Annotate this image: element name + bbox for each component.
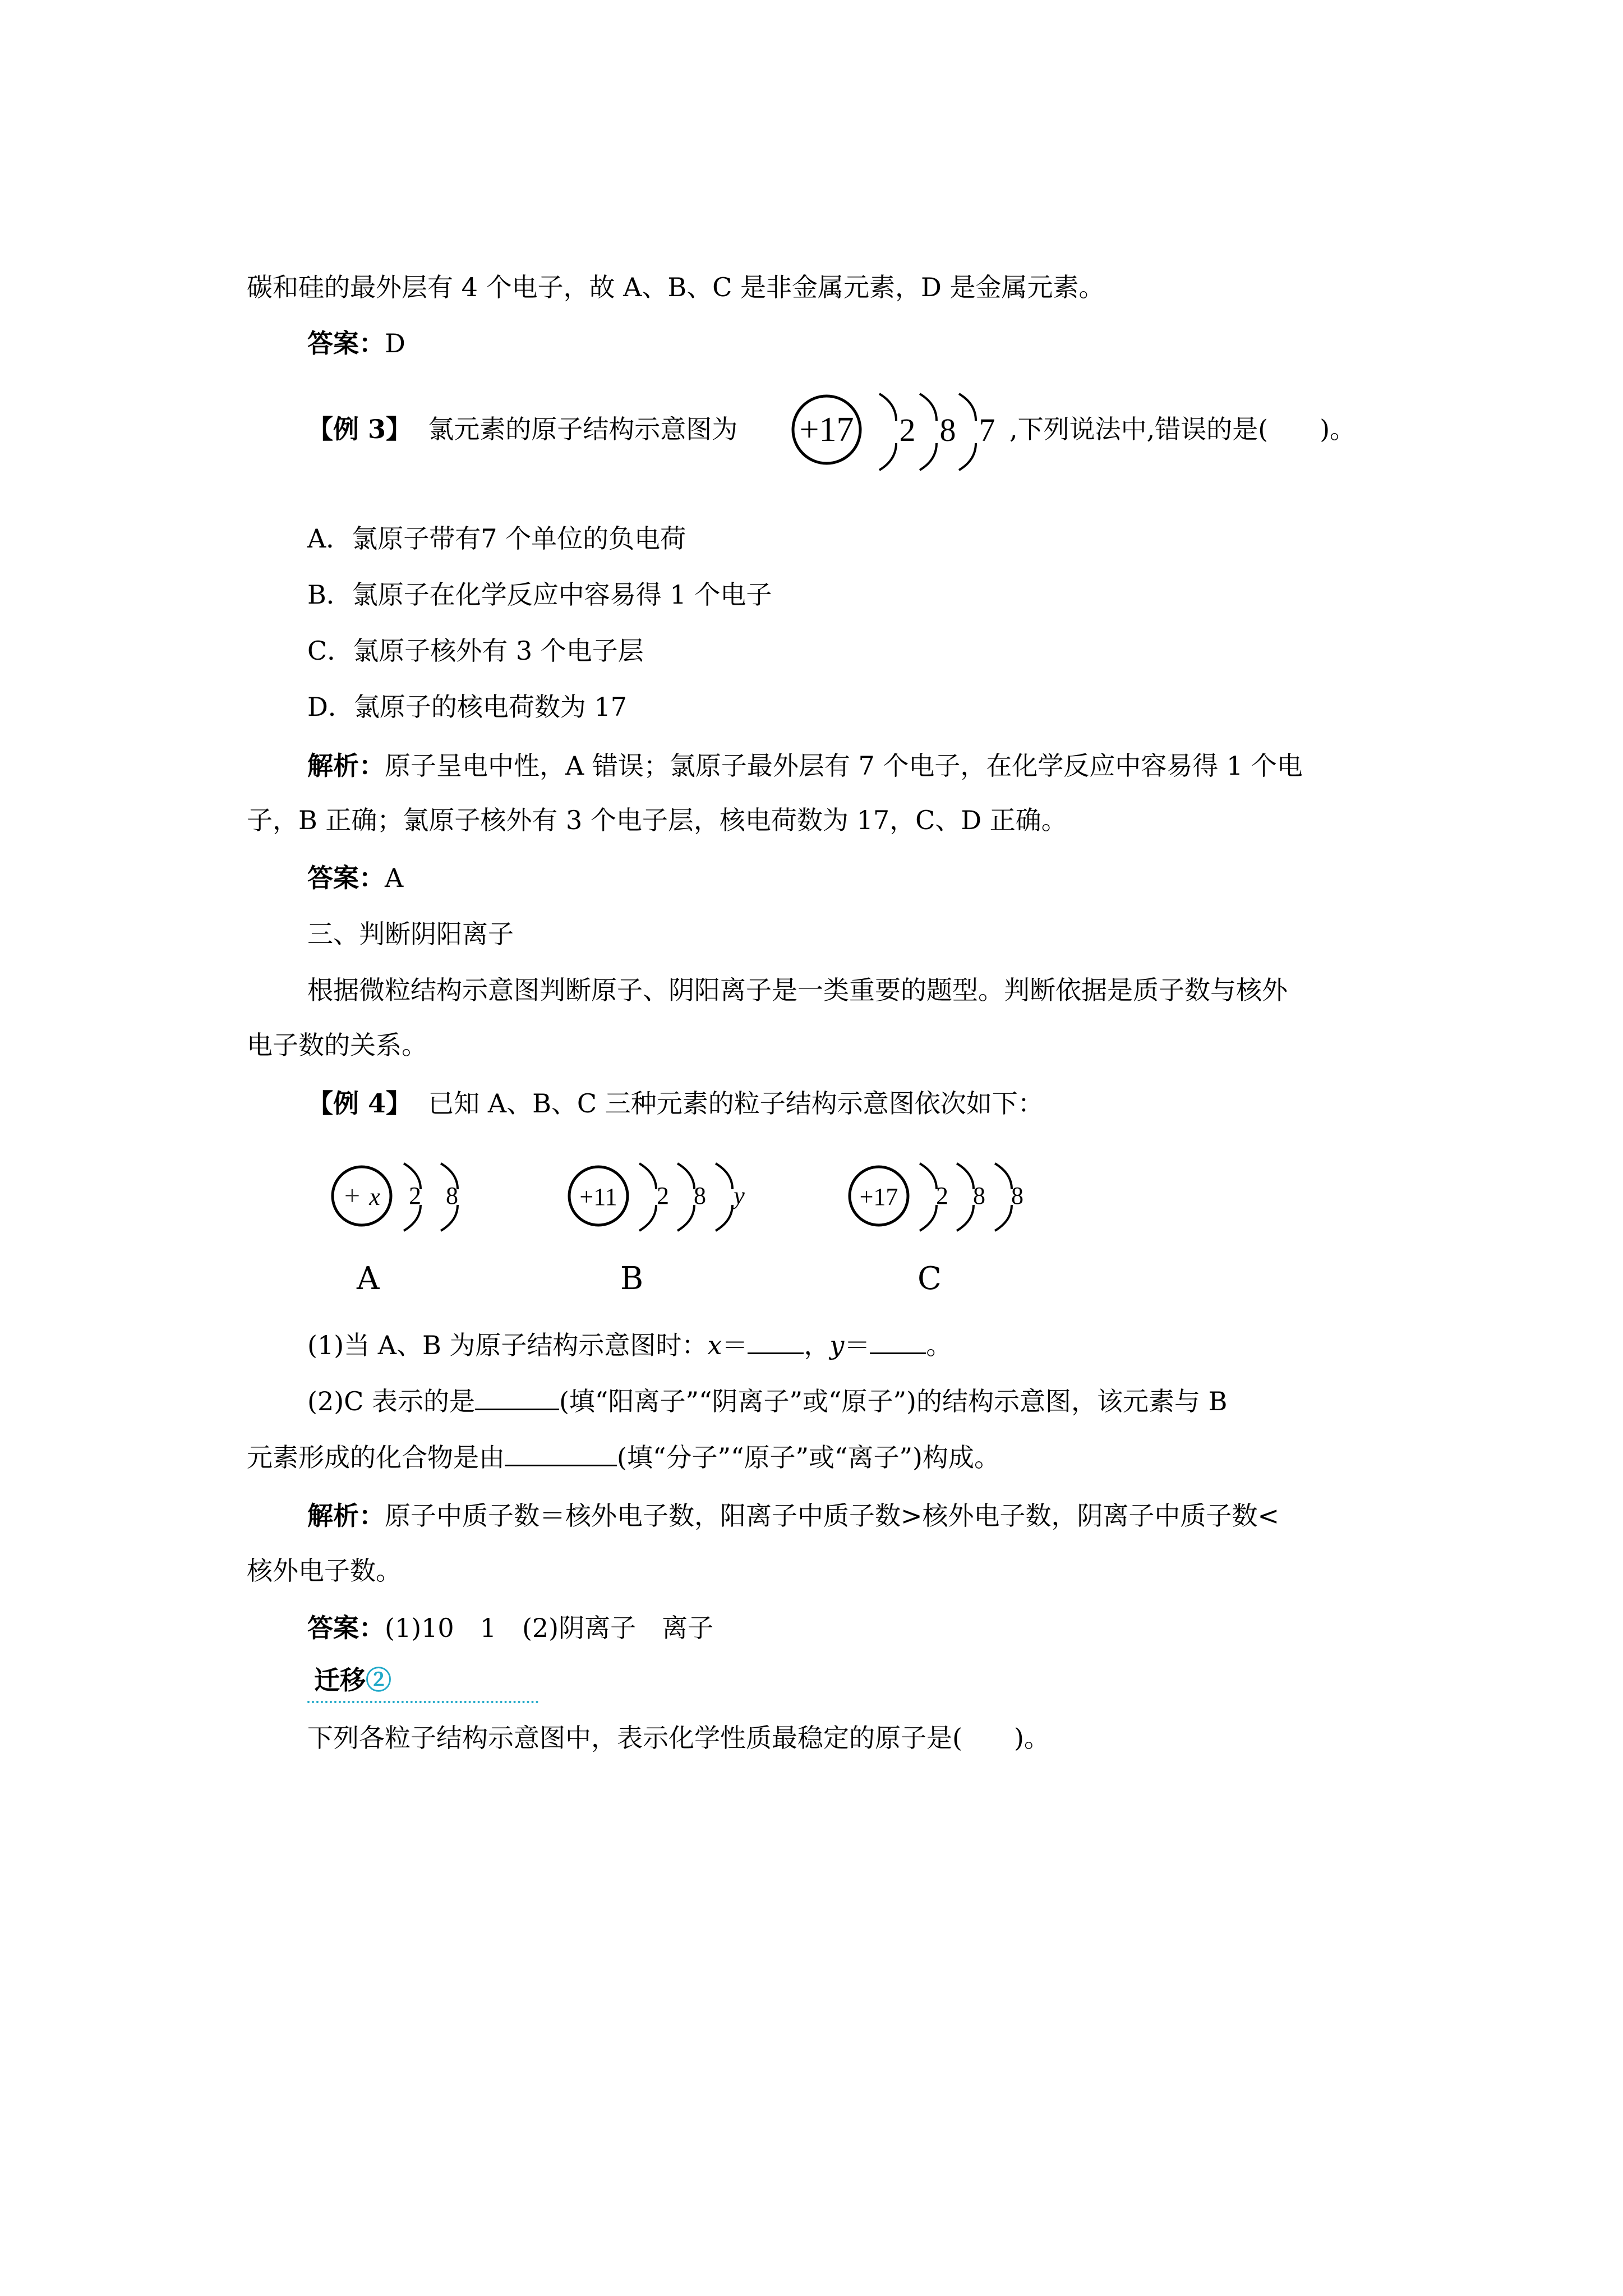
shell-arc-3-top	[959, 394, 976, 421]
question-2-line-1	[307, 1384, 1227, 1418]
shell-arc-1-bottom	[920, 1205, 937, 1231]
analysis-line-1	[307, 749, 1303, 783]
migrate-heading	[314, 1663, 391, 1697]
shell-2-electrons: 8	[939, 412, 956, 448]
analysis-text: 原子呈电中性，A 错误；氯原子最外层有 7 个电子，在化学反应中容易得 1 个电	[385, 751, 1303, 781]
question-2-text-a: (2)C 表示的是	[307, 1386, 475, 1416]
answer-line-2	[307, 861, 403, 895]
caption-b: B	[620, 1260, 644, 1297]
analysis-text: 原子中质子数＝核外电子数，阳离子中质子数>核外电子数，阴离子中质子数<	[385, 1501, 1280, 1531]
shell-arc-3-bottom	[995, 1205, 1012, 1231]
shell-2-electrons: 8	[446, 1182, 458, 1209]
var-y: y	[829, 1330, 845, 1360]
shell-arc-1-top	[879, 394, 896, 421]
example-3-tag: 【例 3】	[307, 414, 412, 444]
shell-arc-1-top	[920, 1163, 937, 1189]
question-1-text: (1)当 A、B 为原子结构示意图时：	[307, 1330, 708, 1360]
blank-c-type	[475, 1386, 559, 1410]
blank-x	[748, 1330, 804, 1354]
caption-c: C	[917, 1260, 942, 1297]
shell-2-electrons: 8	[694, 1182, 706, 1209]
paragraph-line-2: 电子数的关系。	[247, 1030, 427, 1060]
period: 。	[926, 1330, 952, 1360]
answer-label: 答案：	[307, 328, 385, 358]
question-2-line-2	[247, 1441, 1000, 1474]
example-3-question: ,下列说法中,错误的是( )。	[1009, 414, 1356, 444]
question-2-text-c: 元素形成的化合物是由	[247, 1442, 505, 1473]
example-4-text: 已知 A、B、C 三种元素的粒子结构示意图依次如下：	[428, 1088, 1044, 1119]
option-d: D．氯原子的核电荷数为 17	[307, 692, 628, 722]
nucleus-plus: +	[344, 1180, 361, 1211]
answer-value: A	[385, 863, 404, 893]
example-4-line	[307, 1087, 1044, 1120]
equals-sign: ＝	[722, 1330, 748, 1360]
shell-arc-3-top	[995, 1163, 1012, 1189]
separator: ，	[804, 1330, 830, 1360]
particle-diagram-c	[848, 1156, 1027, 1240]
blank-y	[870, 1330, 926, 1354]
answer-line-1	[307, 326, 405, 360]
answer-label: 答案：	[307, 863, 385, 893]
nucleus-charge: +17	[799, 411, 854, 449]
text-line-1: 碳和硅的最外层有 4 个电子，故 A、B、C 是非金属元素，D 是金属元素。	[247, 272, 1105, 302]
option-c: C．氯原子核外有 3 个电子层	[307, 636, 644, 666]
var-x: x	[707, 1330, 722, 1360]
shell-arc-2-top	[957, 1163, 974, 1189]
migrate-underline	[307, 1701, 538, 1703]
shell-3-electrons: y	[734, 1182, 745, 1209]
chlorine-structure-diagram	[790, 381, 1014, 482]
analysis-line-2: 子，B 正确；氯原子核外有 3 个电子层，核电荷数为 17，C、D 正确。	[247, 805, 1067, 835]
analysis-label: 解析：	[307, 1501, 385, 1531]
shell-1-electrons: 2	[657, 1182, 669, 1209]
question-2-text-d: (填“分子”“原子”或“离子”)构成。	[617, 1442, 1000, 1473]
shell-arc-1-bottom	[639, 1205, 656, 1231]
migrate-label: 迁移	[314, 1665, 366, 1695]
shell-arc-2-bottom	[920, 443, 937, 470]
shell-arc-3-bottom	[959, 443, 976, 470]
caption-a: A	[357, 1260, 380, 1297]
analysis-2-line-2: 核外电子数。	[247, 1556, 402, 1586]
equals-sign: ＝	[844, 1330, 870, 1360]
example-3-line	[307, 412, 737, 446]
blank-compound	[505, 1442, 617, 1466]
shell-arc-1-top	[639, 1163, 656, 1189]
particle-diagram-b	[568, 1156, 758, 1240]
option-a: A．氯原子带有7 个单位的负电荷	[307, 523, 686, 554]
nucleus-charge: +17	[859, 1183, 898, 1211]
example-3-text: 氯元素的原子结构示意图为	[428, 414, 738, 444]
shell-arc-1-bottom	[879, 443, 896, 470]
shell-arc-2-bottom	[957, 1205, 974, 1231]
analysis-label: 解析：	[307, 751, 385, 781]
shell-1-electrons: 2	[409, 1182, 421, 1209]
answer-value: D	[385, 328, 405, 358]
question-2-text-b: (填“阳离子”“阴离子”或“原子”)的结构示意图，该元素与 B	[559, 1386, 1228, 1416]
shell-2-electrons: 8	[973, 1182, 985, 1209]
shell-arc-2-bottom	[677, 1205, 694, 1231]
question-1	[307, 1328, 952, 1362]
option-b: B．氯原子在化学反应中容易得 1 个电子	[307, 579, 772, 610]
shell-arc-2-top	[920, 394, 937, 421]
shell-arc-2-top	[677, 1163, 694, 1189]
nucleus-charge: +11	[579, 1183, 617, 1211]
shell-3-electrons: 7	[979, 412, 995, 448]
analysis-2-line-1	[307, 1499, 1279, 1533]
shell-3-electrons: 8	[1011, 1182, 1023, 1209]
migrate-number: ②	[366, 1665, 391, 1695]
shell-1-electrons: 2	[899, 412, 916, 448]
example-4-tag: 【例 4】	[307, 1088, 412, 1119]
particle-diagram-a	[331, 1156, 477, 1240]
section-heading: 三、判断阴阳离子	[307, 919, 514, 949]
nucleus-charge-x: x	[369, 1183, 380, 1211]
shell-1-electrons: 2	[936, 1182, 948, 1209]
answer-value: (1)10 1 (2)阴离子 离子	[385, 1613, 714, 1643]
nucleus-circle	[333, 1167, 391, 1225]
shell-arc-3-top	[716, 1163, 732, 1189]
answer-label: 答案：	[307, 1613, 385, 1643]
paragraph-line-1: 根据微粒结构示意图判断原子、阴阳离子是一类重要的题型。判断依据是质子数与核外	[307, 975, 1288, 1005]
shell-arc-3-bottom	[716, 1205, 732, 1231]
answer-line-3	[307, 1611, 713, 1645]
final-question: 下列各粒子结构示意图中，表示化学性质最稳定的原子是( )。	[307, 1723, 1050, 1753]
